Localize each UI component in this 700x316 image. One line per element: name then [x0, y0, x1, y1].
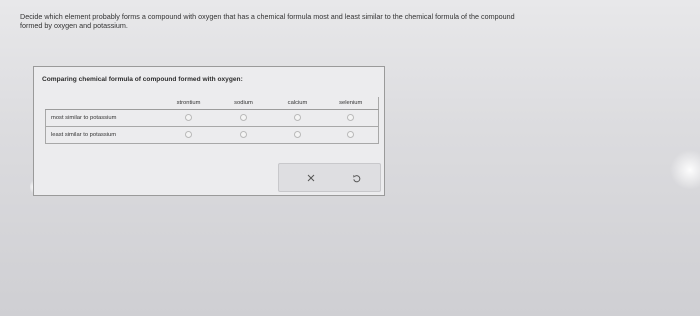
radio-most-strontium[interactable] [185, 114, 192, 121]
panel-title: Comparing chemical formula of compound formed with oxygen: [42, 76, 243, 83]
column-header-strontium: strontium [162, 97, 216, 110]
action-button-bar [278, 163, 381, 192]
screen-glare [670, 150, 700, 190]
question-line-1: Decide which element probably forms a compound with oxygen that has a chemical formula most and least similar to the chemical formula of the compound [20, 12, 515, 21]
table-row [46, 127, 379, 144]
undo-icon [352, 174, 361, 183]
radio-least-calcium[interactable] [294, 131, 301, 138]
x-icon [307, 174, 315, 182]
radio-least-sodium[interactable] [240, 131, 247, 138]
radio-least-selenium[interactable] [347, 131, 354, 138]
table-header-row [46, 97, 379, 110]
radio-most-selenium[interactable] [347, 114, 354, 121]
clear-button[interactable] [304, 171, 318, 185]
table-row [46, 110, 379, 127]
radio-most-sodium[interactable] [240, 114, 247, 121]
question-line-2: formed by oxygen and potassium. [20, 21, 128, 30]
column-header-sodium: sodium [216, 97, 272, 110]
table-header-empty [46, 97, 162, 110]
radio-most-calcium[interactable] [294, 114, 301, 121]
undo-button[interactable] [349, 171, 363, 185]
radio-least-strontium[interactable] [185, 131, 192, 138]
column-header-calcium: calcium [272, 97, 324, 110]
answer-table [45, 97, 379, 144]
question-text [20, 12, 690, 30]
row-label-most-similar: most similar to potassium [46, 110, 162, 127]
row-label-least-similar: least similar to potassium [46, 127, 162, 144]
column-header-selenium: selenium [324, 97, 379, 110]
